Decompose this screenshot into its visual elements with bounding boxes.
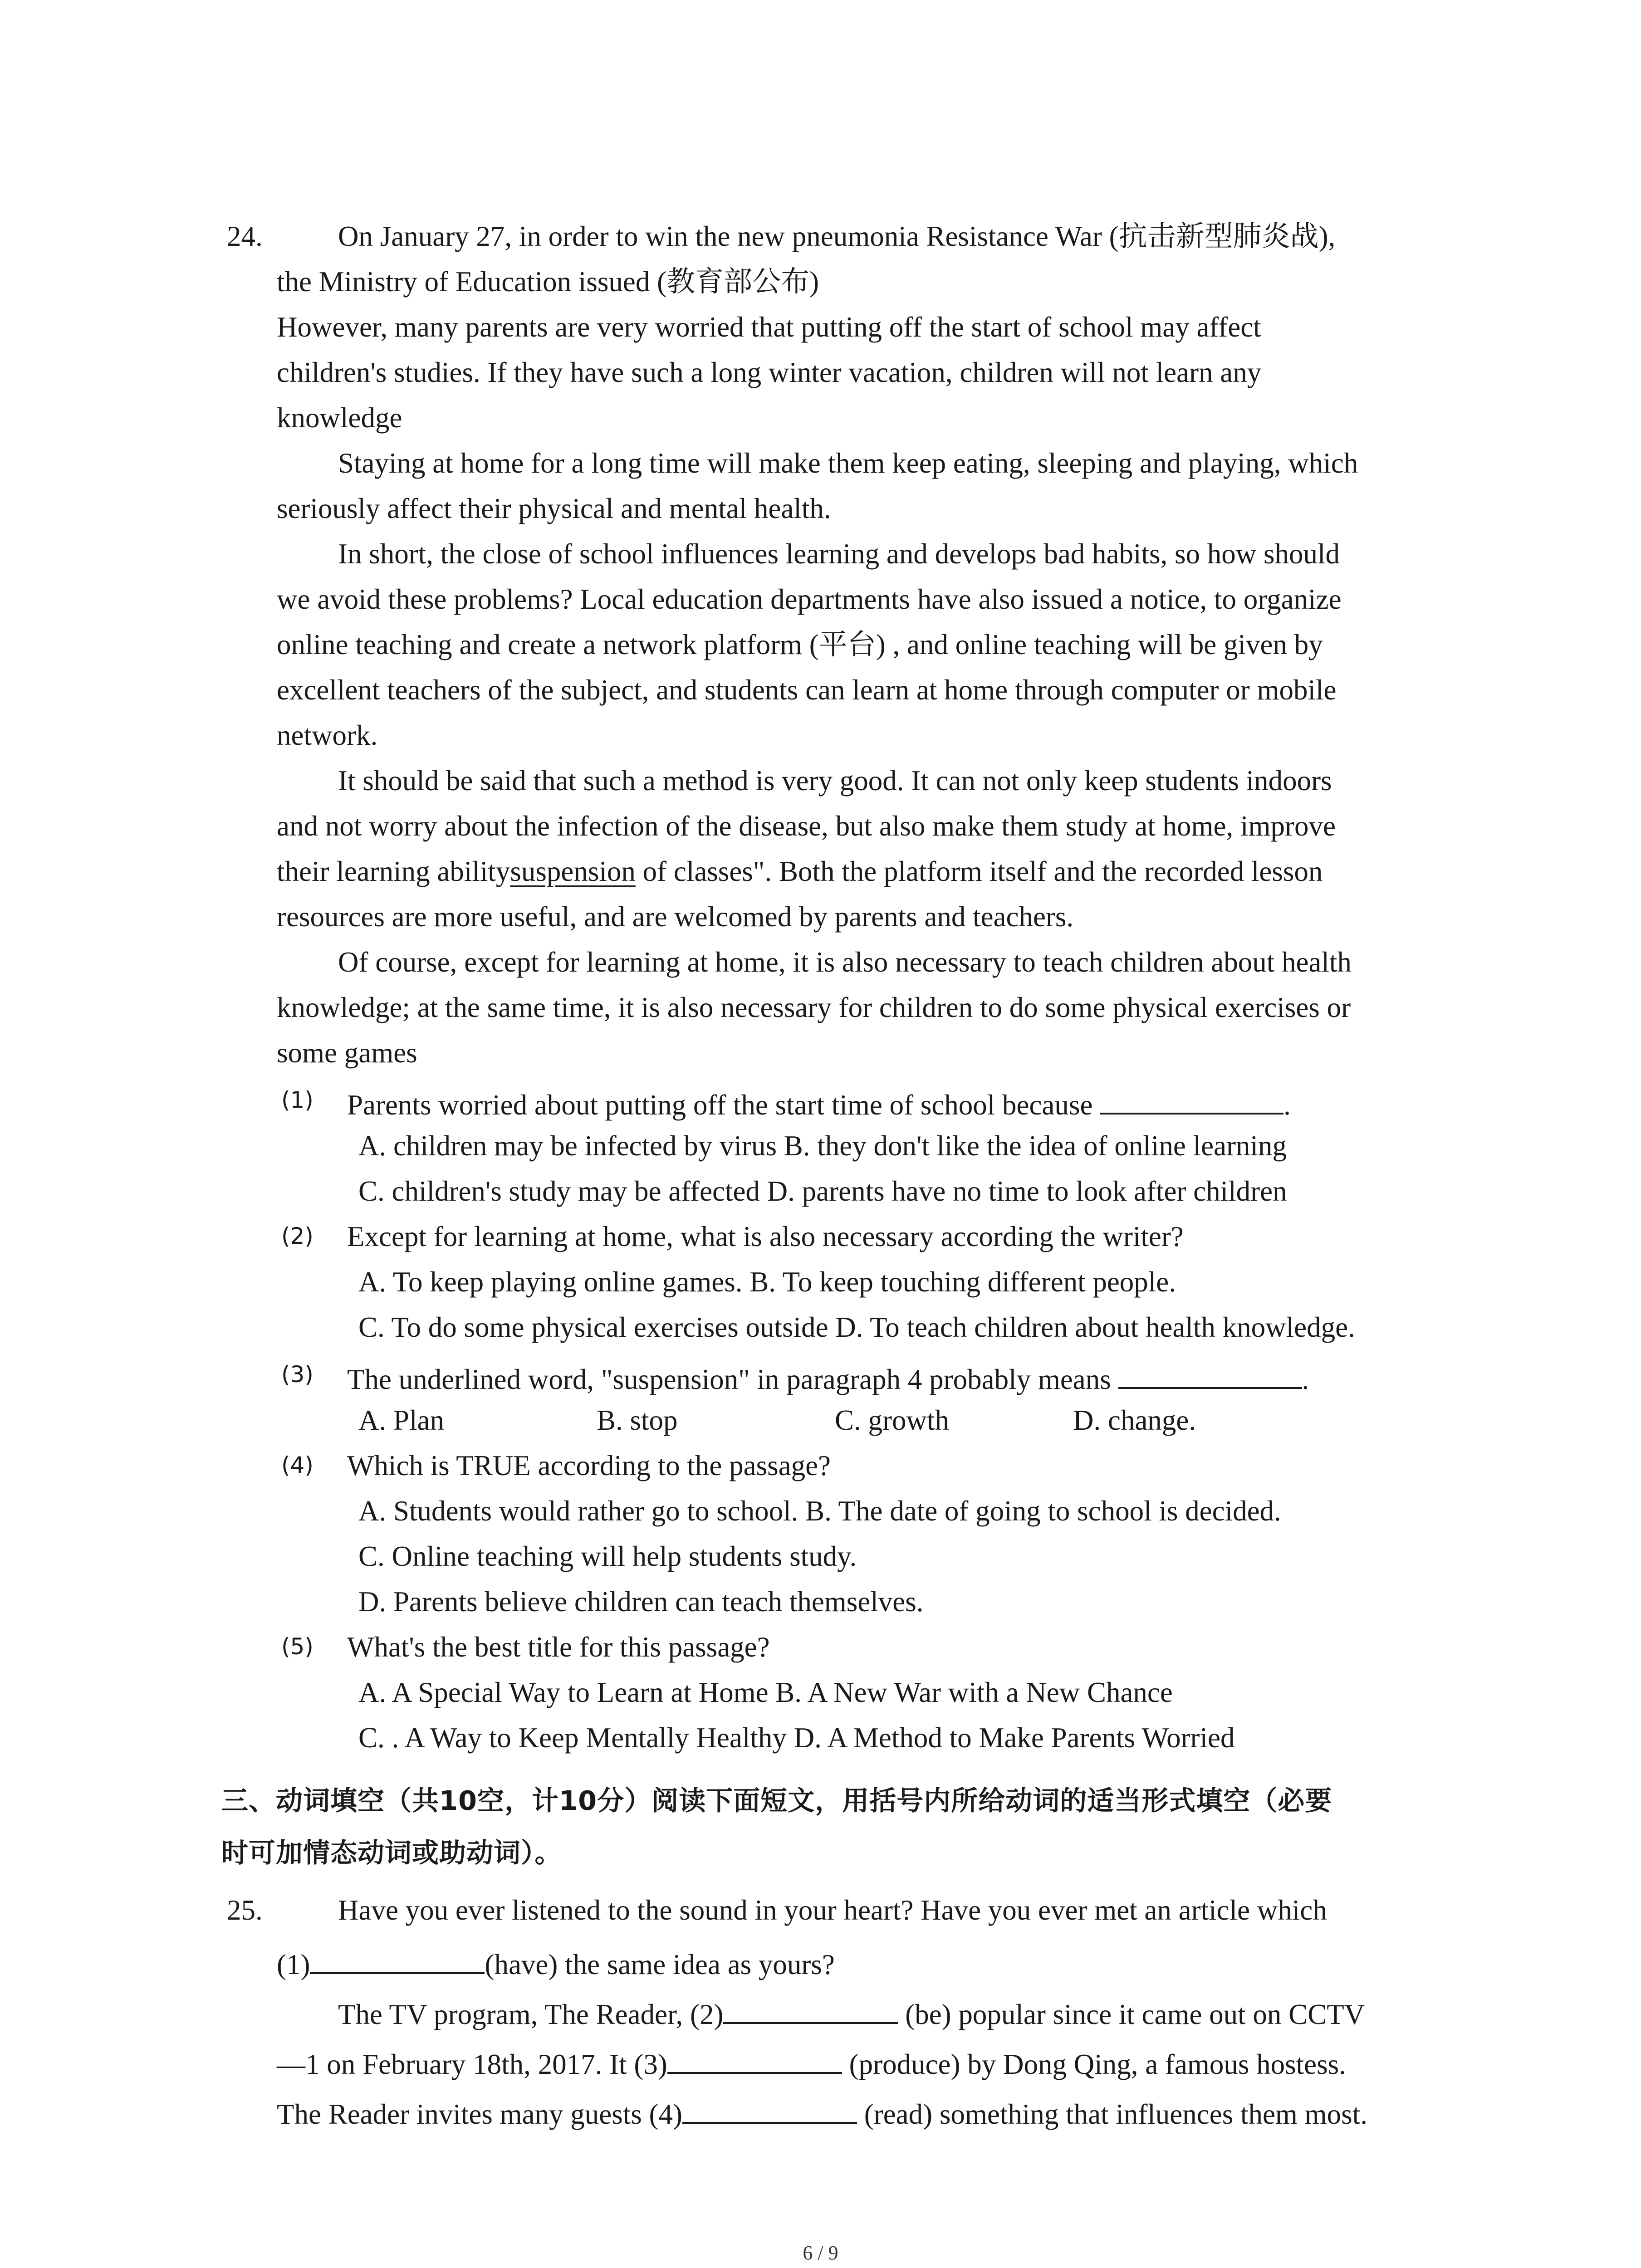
subquestion-stem bbox=[347, 1086, 1291, 1119]
subquestion-number: (1) bbox=[281, 1087, 314, 1113]
subquestion-number: (3) bbox=[281, 1361, 314, 1388]
passage-line bbox=[277, 857, 1323, 886]
option-line: D. Parents believe children can teach themselves. bbox=[358, 1586, 924, 1618]
passage-text: (have) the same idea as yours? bbox=[485, 1949, 835, 1980]
underlined-word: suspension bbox=[510, 855, 636, 887]
passage-line bbox=[277, 2046, 1346, 2079]
passage-line: seriously affect their physical and mental health. bbox=[277, 493, 831, 524]
passage-line: Staying at home for a long time will make them keep eating, sleeping and playing, which bbox=[338, 447, 1358, 479]
passage-line: we avoid these problems? Local education departments have also issued a notice, to organize bbox=[277, 583, 1342, 615]
option-line: C. children's study may be affected D. parents have no time to look after children bbox=[358, 1175, 1287, 1207]
section-heading: 三、动词填空（共10空，计10分）阅读下面短文，用括号内所给动词的适当形式填空（必要 bbox=[221, 1785, 1332, 1816]
option-line: A. A Special Way to Learn at Home B. A New War with a New Chance bbox=[358, 1677, 1173, 1708]
passage-text: (produce) by Dong Qing, a famous hostess. bbox=[842, 2048, 1346, 2080]
passage-line bbox=[338, 1996, 1365, 2029]
passage-line: online teaching and create a network platform (平台) , and online teaching will be given by bbox=[277, 629, 1323, 660]
subquestion-stem: Except for learning at home, what is also necessary according the writer? bbox=[347, 1221, 1184, 1252]
option-line: C. To do some physical exercises outside D. To teach children about health knowledge. bbox=[358, 1311, 1355, 1343]
passage-line bbox=[277, 1946, 835, 1979]
passage-text: (be) popular since it came out on CCTV bbox=[898, 1999, 1365, 2030]
stem-end: . bbox=[1302, 1364, 1309, 1395]
passage-line: It should be said that such a method is very good. It can not only keep students indoors bbox=[338, 765, 1332, 797]
passage-line: some games bbox=[277, 1037, 417, 1069]
subquestion-stem: Which is TRUE according to the passage? bbox=[347, 1450, 831, 1481]
page-number: 6 / 9 bbox=[803, 2242, 838, 2264]
subquestion-number: (2) bbox=[281, 1223, 314, 1249]
option-line: C. Online teaching will help students study. bbox=[358, 1540, 857, 1572]
stem-text: The underlined word, "suspension" in paragraph 4 probably means bbox=[347, 1364, 1111, 1395]
passage-line: On January 27, in order to win the new pneumonia Resistance War (抗击新型肺炎战), bbox=[338, 220, 1336, 252]
option-line: A. To keep playing online games. B. To keep touching different people. bbox=[358, 1266, 1176, 1298]
passage-line: children's studies. If they have such a long winter vacation, children will not learn any bbox=[277, 357, 1262, 388]
passage-text: The Reader invites many guests (4) bbox=[277, 2098, 682, 2130]
passage-line: resources are more useful, and are welcomed by parents and teachers. bbox=[277, 901, 1074, 933]
passage-line: Have you ever listened to the sound in your heart? Have you ever met an article which bbox=[338, 1894, 1327, 1926]
option-b: B. stop bbox=[597, 1404, 678, 1436]
option-c: C. growth bbox=[835, 1404, 949, 1436]
passage-line: knowledge; at the same time, it is also necessary for children to do some physical exercises or bbox=[277, 992, 1351, 1023]
option-d: D. change. bbox=[1073, 1404, 1196, 1436]
stem-end: . bbox=[1283, 1089, 1291, 1121]
passage-line: knowledge bbox=[277, 402, 402, 434]
answer-blank[interactable] bbox=[723, 1996, 898, 2024]
subquestion-stem: What's the best title for this passage? bbox=[347, 1631, 770, 1663]
blank-label: (1) bbox=[277, 1949, 310, 1980]
answer-blank[interactable] bbox=[310, 1946, 485, 1974]
passage-text: (read) something that influences them most. bbox=[857, 2098, 1367, 2130]
passage-line: However, many parents are very worried that putting off the start of school may affect bbox=[277, 311, 1261, 343]
subquestion-stem bbox=[347, 1361, 1309, 1394]
option-line: C. . A Way to Keep Mentally Healthy D. A Method to Make Parents Worried bbox=[358, 1722, 1235, 1754]
passage-text: —1 on February 18th, 2017. It (3) bbox=[277, 2048, 667, 2080]
passage-line bbox=[277, 2096, 1367, 2129]
subquestion-number: (4) bbox=[281, 1452, 314, 1478]
answer-blank[interactable] bbox=[1100, 1086, 1283, 1114]
passage-text: of classes". Both the platform itself and the recorded lesson bbox=[635, 855, 1323, 887]
passage-line: the Ministry of Education issued (教育部公布) bbox=[277, 266, 819, 298]
question-25-number: 25. bbox=[227, 1894, 263, 1926]
stem-text: Parents worried about putting off the start time of school because bbox=[347, 1089, 1093, 1121]
answer-blank[interactable] bbox=[667, 2046, 842, 2074]
option-a: A. Plan bbox=[358, 1404, 444, 1436]
answer-blank[interactable] bbox=[1118, 1361, 1302, 1389]
passage-line: network. bbox=[277, 719, 378, 751]
passage-text: their learning ability bbox=[277, 855, 510, 887]
passage-text: The TV program, The Reader, (2) bbox=[338, 1999, 724, 2030]
passage-line: In short, the close of school influences learning and develops bad habits, so how should bbox=[338, 538, 1340, 570]
passage-line: Of course, except for learning at home, it is also necessary to teach children about health bbox=[338, 946, 1352, 978]
section-heading-cont: 时可加情态动词或助动词）。 bbox=[221, 1837, 562, 1868]
answer-blank[interactable] bbox=[682, 2096, 857, 2124]
option-line: A. children may be infected by virus B. they don't like the idea of online learning bbox=[358, 1130, 1287, 1162]
passage-line: excellent teachers of the subject, and students can learn at home through computer or mobile bbox=[277, 674, 1337, 706]
subquestion-number: (5) bbox=[281, 1633, 314, 1660]
option-line: A. Students would rather go to school. B. The date of going to school is decided. bbox=[358, 1495, 1281, 1527]
question-24-number: 24. bbox=[227, 220, 263, 252]
passage-line: and not worry about the infection of the disease, but also make them study at home, improve bbox=[277, 810, 1336, 842]
